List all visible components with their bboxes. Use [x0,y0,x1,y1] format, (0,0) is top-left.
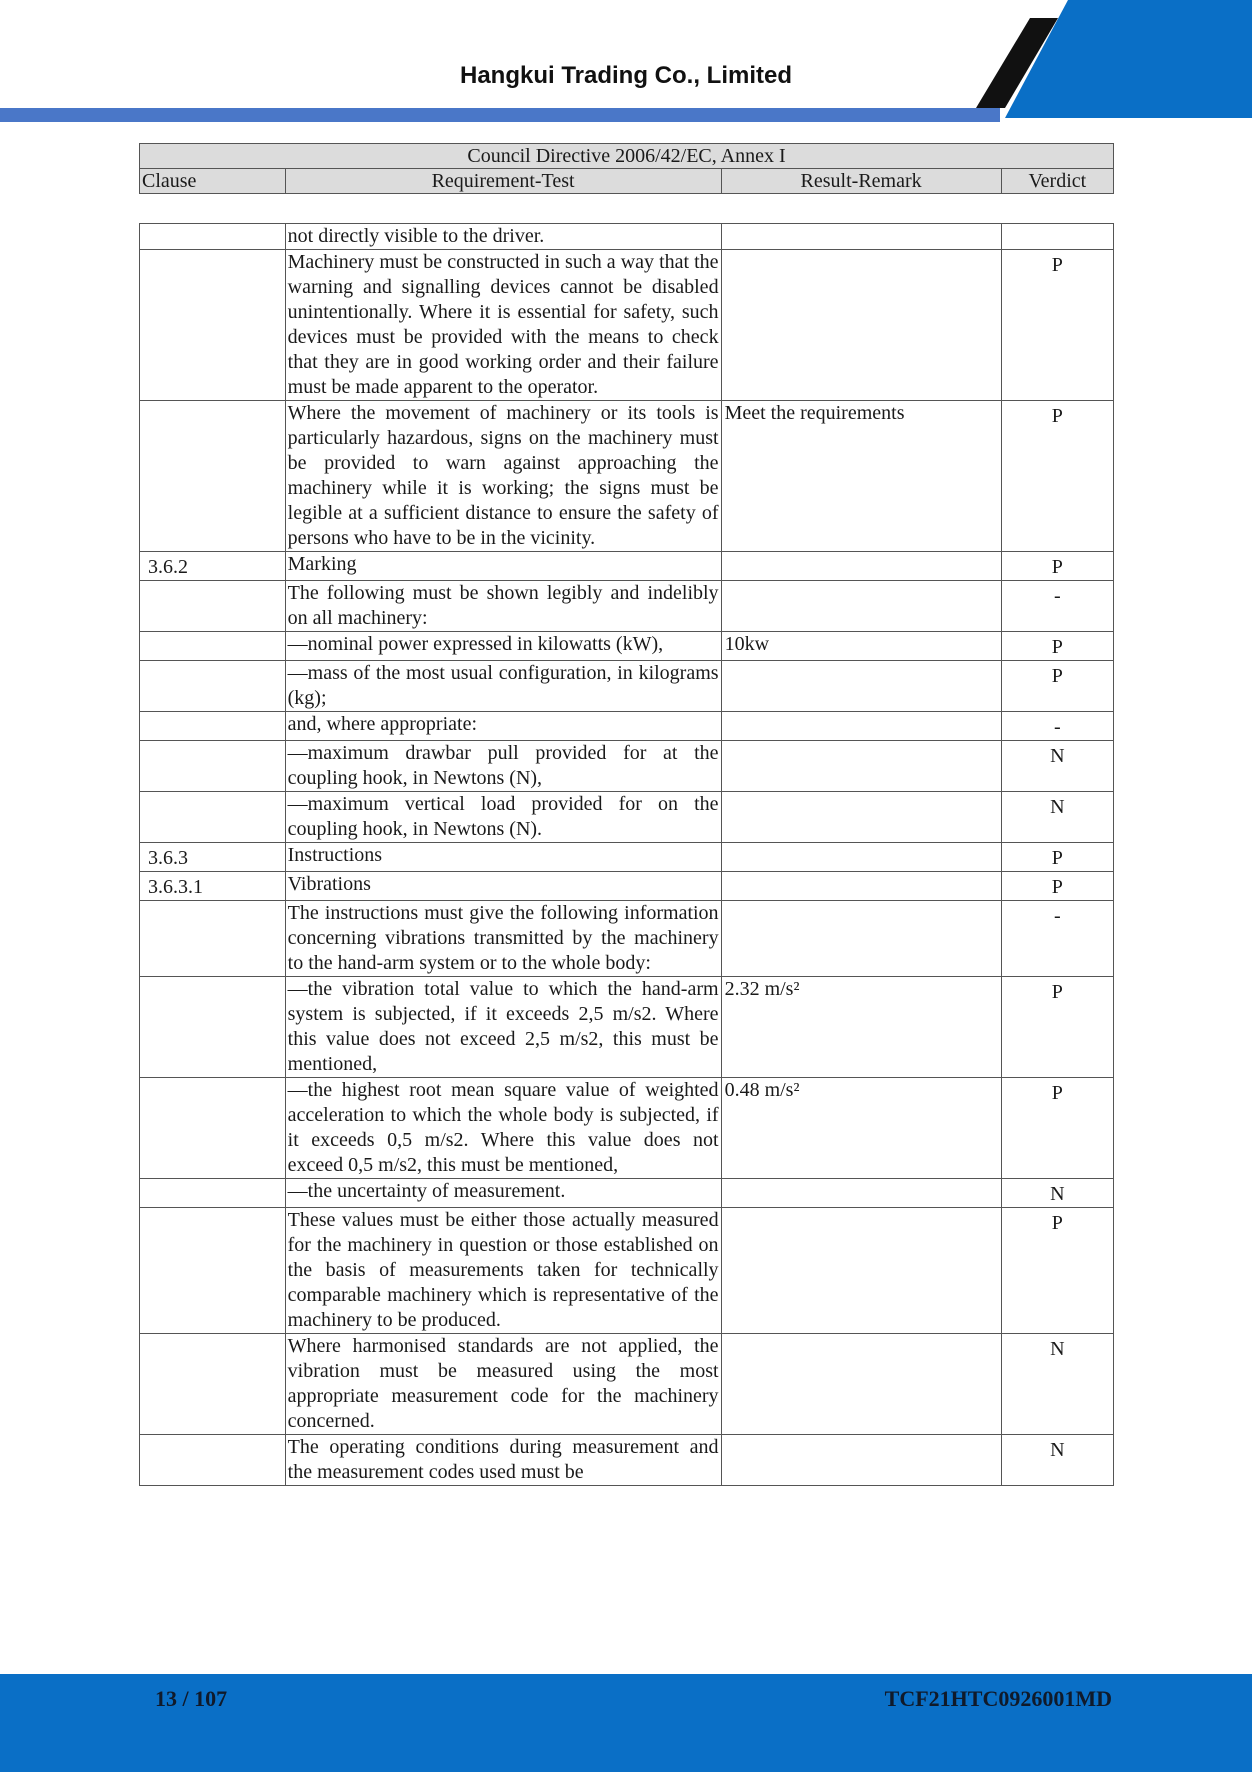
requirement-cell: and, where appropriate: [285,712,721,741]
verdict-cell: P [1001,843,1113,872]
requirement-cell: —the uncertainty of measurement. [285,1179,721,1208]
clause-cell [140,901,286,977]
clause-cell [140,1179,286,1208]
page-number: 13 / 107 [155,1686,228,1711]
result-cell [721,843,1001,872]
clause-cell [140,581,286,632]
column-clause: Clause [140,169,286,194]
table-row [140,1334,1114,1435]
column-result: Result-Remark [721,169,1001,194]
requirement-cell: The operating conditions during measurement and the measurement codes used must be [285,1435,721,1486]
requirement-cell: not directly visible to the driver. [285,224,721,250]
requirement-cell: —the highest root mean square value of weighted acceleration to which the whole body is subjected, if it exceeds 0,5 m/s2. Where this value does not exceed 0,5 m/s2, this must be mentioned, [285,1078,721,1179]
table-row [140,1208,1114,1334]
verdict-cell: P [1001,1078,1113,1179]
requirements-rows [140,224,1114,1486]
clause-cell: 3.6.2 [140,552,286,581]
table-row [140,977,1114,1078]
table-row [140,552,1114,581]
clause-cell [140,401,286,552]
clause-cell: 3.6.3 [140,843,286,872]
table-row [140,872,1114,901]
result-cell [721,1435,1001,1486]
result-cell: Meet the requirements [721,401,1001,552]
table-row [140,901,1114,977]
requirement-cell: Machinery must be constructed in such a way that the warning and signalling devices cannot be disabled unintentionally. Where it is essential for safety, such devices must be provided with the means to check that they are in good working order and their failure must be made apparent to the operator. [285,250,721,401]
result-cell [721,1179,1001,1208]
requirement-cell: —mass of the most usual configuration, in kilograms (kg); [285,661,721,712]
verdict-cell: P [1001,661,1113,712]
table-row [140,843,1114,872]
result-cell [721,792,1001,843]
requirement-cell: Where the movement of machinery or its tools is particularly hazardous, signs on the machinery must be provided to warn against approaching the machinery while it is working; the signs must be legible at a sufficient distance to ensure the safety of persons who have to be in the vicinity. [285,401,721,552]
clause-cell [140,712,286,741]
table-header [139,143,1114,194]
company-name: Hangkui Trading Co., Limited [459,62,792,89]
table-row [140,1078,1114,1179]
report-number: TCF21HTC0926001MD [884,1686,1112,1711]
table-row [140,712,1114,741]
requirement-cell: —maximum vertical load provided for on the coupling hook, in Newtons (N). [285,792,721,843]
verdict-cell: P [1001,250,1113,401]
table-row [140,581,1114,632]
result-cell [721,250,1001,401]
header-bar [0,108,1000,122]
result-cell [721,581,1001,632]
verdict-cell: - [1001,901,1113,977]
result-cell [721,661,1001,712]
requirement-cell: Vibrations [285,872,721,901]
result-cell [721,872,1001,901]
requirement-cell: Marking [285,552,721,581]
clause-cell [140,1078,286,1179]
clause-cell [140,224,286,250]
result-cell: 2.32 m/s² [721,977,1001,1078]
verdict-cell: N [1001,1334,1113,1435]
verdict-cell: N [1001,792,1113,843]
clause-cell [140,1334,286,1435]
verdict-cell: P [1001,977,1113,1078]
requirement-cell: Where harmonised standards are not applied, the vibration must be measured using the most appropriate measurement code for the machinery concerned. [285,1334,721,1435]
clause-cell [140,977,286,1078]
header-blue-corner [1005,0,1252,118]
verdict-cell: P [1001,552,1113,581]
requirement-cell: —nominal power expressed in kilowatts (kW), [285,632,721,661]
clause-cell: 3.6.3.1 [140,872,286,901]
result-cell: 10kw [721,632,1001,661]
requirement-cell: The instructions must give the following information concerning vibrations transmitted by the machinery to the hand-arm system or to the whole body: [285,901,721,977]
verdict-cell: P [1001,401,1113,552]
requirement-cell: These values must be either those actually measured for the machinery in question or those established on the basis of measurements taken for technically comparable machinery which is representative of the machinery to be produced. [285,1208,721,1334]
verdict-cell [1001,224,1113,250]
clause-cell [140,1435,286,1486]
table-row [140,1435,1114,1486]
result-cell [721,901,1001,977]
table-row [140,792,1114,843]
table-row [140,632,1114,661]
table-row [140,1179,1114,1208]
verdict-cell: P [1001,1208,1113,1334]
requirement-cell: The following must be shown legibly and indelibly on all machinery: [285,581,721,632]
table-row [140,661,1114,712]
clause-cell [140,1208,286,1334]
result-cell [721,1334,1001,1435]
column-verdict: Verdict [1001,169,1113,194]
verdict-cell: N [1001,1435,1113,1486]
result-cell [721,712,1001,741]
verdict-cell: N [1001,741,1113,792]
table-title: Council Directive 2006/42/EC, Annex I [140,144,1114,169]
result-cell [721,552,1001,581]
clause-cell [140,792,286,843]
result-cell [721,224,1001,250]
requirement-cell: —the vibration total value to which the hand-arm system is subjected, if it exceeds 2,5 m/s2. Where this value does not exceed 2,5 m/s2, this must be mentioned, [285,977,721,1078]
requirements-table [139,223,1114,1486]
verdict-cell: P [1001,872,1113,901]
verdict-cell: - [1001,712,1113,741]
table-row [140,224,1114,250]
verdict-cell: - [1001,581,1113,632]
clause-cell [140,741,286,792]
requirement-cell: Instructions [285,843,721,872]
clause-cell [140,632,286,661]
table-row [140,741,1114,792]
requirement-cell: —maximum drawbar pull provided for at the coupling hook, in Newtons (N), [285,741,721,792]
table-row [140,401,1114,552]
result-cell [721,741,1001,792]
verdict-cell: N [1001,1179,1113,1208]
result-cell [721,1208,1001,1334]
clause-cell [140,250,286,401]
column-requirement: Requirement-Test [285,169,721,194]
table-row [140,250,1114,401]
result-cell: 0.48 m/s² [721,1078,1001,1179]
verdict-cell: P [1001,632,1113,661]
clause-cell [140,661,286,712]
